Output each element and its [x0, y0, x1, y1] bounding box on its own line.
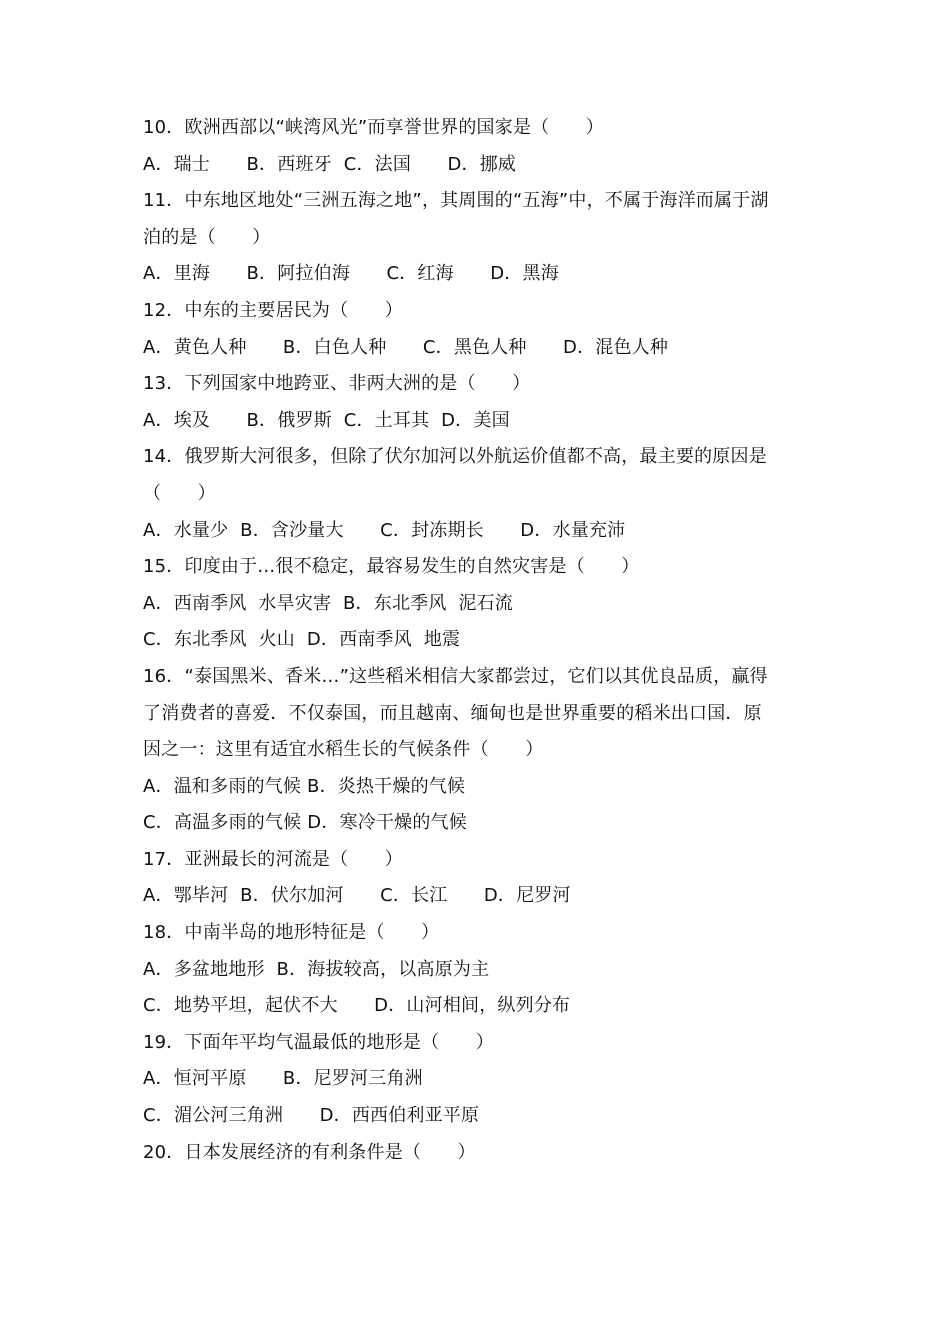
question-16-options-ab: A．温和多雨的气候 B．炎热干燥的气候 — [143, 775, 466, 797]
question-15-options-cd: C．东北季风 火山 D．西南季风 地震 — [143, 629, 461, 651]
question-17-options: A．鄂毕河 B．伏尔加河 C．长江 D．尼罗河 — [143, 885, 571, 907]
question-14-options: A．水量少 B．含沙量大 C．封冻期长 D．水量充沛 — [143, 519, 626, 541]
question-list — [143, 110, 823, 1171]
question-16-stem-continued: 了消费者的喜爱．不仅泰国，而且越南、缅甸也是世界重要的稻米出口国．原 — [143, 702, 762, 724]
question-16-options-cd: C．高温多雨的气候 D．寒冷干燥的气候 — [143, 812, 467, 834]
question-12-stem: 12．中东的主要居民为（ ） — [143, 299, 403, 321]
question-20-stem: 20．日本发展经济的有利条件是（ ） — [143, 1141, 476, 1163]
question-11-stem-continued: 泊的是（ ） — [143, 226, 271, 248]
question-11-stem: 11．中东地区地处“三洲五海之地”，其周围的“五海”中，不属于海洋而属于湖 — [143, 190, 769, 212]
question-16-stem-continued-2: 因之一：这里有适宜水稻生长的气候条件（ ） — [143, 739, 544, 761]
question-11-options: A．里海 B．阿拉伯海 C．红海 D．黑海 — [143, 263, 559, 285]
question-17-stem: 17．亚洲最长的河流是（ ） — [143, 848, 403, 870]
question-13-options: A．埃及 B．俄罗斯 C．土耳其 D．美国 — [143, 409, 510, 431]
question-18-options-cd: C．地势平坦，起伏不大 D．山河相间，纵列分布 — [143, 995, 571, 1017]
question-13-stem: 13．下列国家中地跨亚、非两大洲的是（ ） — [143, 373, 531, 395]
question-10-options: A．瑞士 B．西班牙 C．法国 D．挪威 — [143, 153, 517, 175]
question-10-stem: 10．欧洲西部以“峡湾风光”而享誉世界的国家是（ ） — [143, 117, 604, 138]
question-14-stem: 14．俄罗斯大河很多，但除了伏尔加河以外航运价值都不高，最主要的原因是 — [143, 446, 767, 468]
question-19-options-ab: A．恒河平原 B．尼罗河三角洲 — [143, 1068, 423, 1090]
question-15-stem: 15．印度由于…很不稳定，最容易发生的自然灾害是（ ） — [143, 556, 640, 578]
question-19-options-cd: C．湄公河三角洲 D．西西伯利亚平原 — [143, 1105, 480, 1127]
question-15-options-ab: A．西南季风 水旱灾害 B．东北季风 泥石流 — [143, 592, 513, 614]
question-18-stem: 18．中南半岛的地形特征是（ ） — [143, 922, 440, 944]
question-14-stem-continued: （ ） — [143, 482, 216, 504]
question-19-stem: 19．下面年平均气温最低的地形是（ ） — [143, 1031, 494, 1053]
question-12-options: A．黄色人种 B．白色人种 C．黑色人种 D．混色人种 — [143, 336, 669, 358]
question-16-stem: 16．“泰国黑米、香米…”这些稻米相信大家都尝过，它们以其优良品质，赢得 — [143, 665, 768, 687]
question-18-options-ab: A．多盆地地形 B．海拔较高，以高原为主 — [143, 958, 490, 980]
